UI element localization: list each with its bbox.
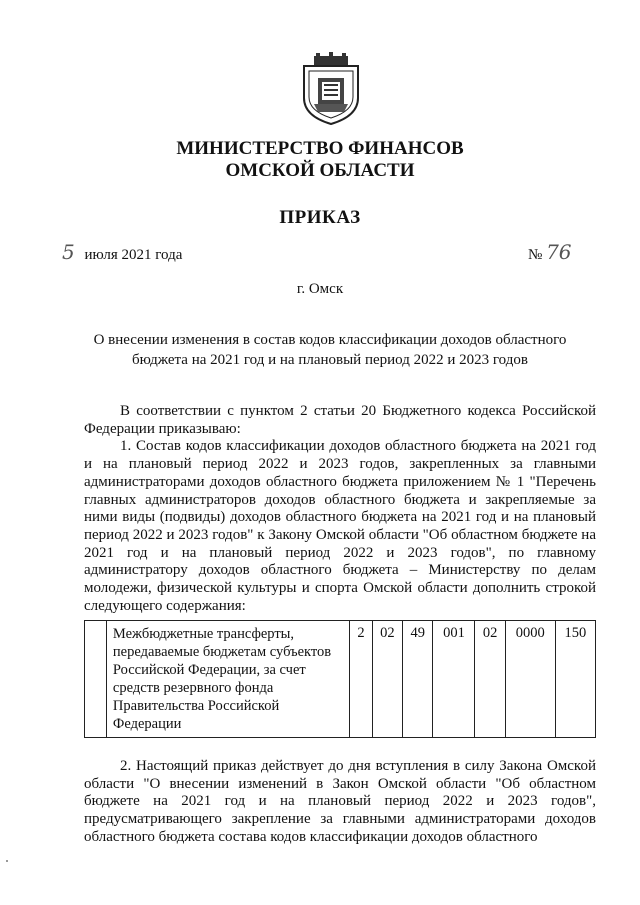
- scan-speck: [6, 860, 8, 862]
- date-text: июля 2021 года: [84, 247, 183, 263]
- cell-code-7: 150: [555, 621, 595, 738]
- intro-text: В соответствии с пунктом 2 статьи 20 Бюджетного кодекса Российской Федерации приказываю:: [84, 403, 596, 437]
- item1-text: 1. Состав кодов классификации доходов областного бюджета на 2021 год и на плановый период 2022 и 2023 годов, закрепленных за главными администраторами доходов областного бюджета приложением № 1 "Перечень главных администраторов доходов областного бюджета и закрепляемые за ними виды (подвиды) доходов областного бюджета на 2021 год и на плановый период 2022 и 2023 годов" к Закону Омской области "Об областном бюджете на 2021 год и на плановый период 2022 и 2023 годов", по главному администратору доходов областного бюджета – Министерству по делам молодежи, физической культуры и спорта Омской области дополнить строкой следующего содержания:: [84, 438, 596, 614]
- cell-code-5: 02: [475, 621, 505, 738]
- city-name: г. Омск: [296, 281, 344, 297]
- document-number: [528, 240, 578, 264]
- table-row: [85, 621, 596, 738]
- cell-code-6: 0000: [505, 621, 555, 738]
- cell-index: [85, 621, 107, 738]
- cell-code-3: 49: [403, 621, 433, 738]
- ministry-name-line1: МИНИСТЕРСТВО ФИНАНСОВ: [176, 138, 464, 159]
- cell-code-4: 001: [433, 621, 475, 738]
- ministry-name-line2: ОМСКОЙ ОБЛАСТИ: [225, 160, 415, 181]
- cell-code-2: 02: [372, 621, 402, 738]
- item2-text: 2. Настоящий приказ действует до дня вступления в силу Закона Омской области "О внесении изменений в Закон Омской области "Об областном бюджете на 2021 год и на плановый период 2022 и 2023 годов", предусматривающего закрепление за главными администраторами доходов областного бюджета состава кодов классификации доходов областного: [84, 758, 596, 845]
- omsk-coat-of-arms-icon: [300, 52, 362, 126]
- body-paragraph-2: [84, 758, 596, 847]
- body-paragraph-1: [84, 403, 596, 615]
- number-label: №: [528, 247, 543, 263]
- classification-codes-table: [84, 620, 596, 738]
- document-subject: О внесении изменения в состав кодов классификации доходов областного бюджета на 2021 год и на плановый период 2022 и 2023 годов: [93, 332, 567, 368]
- document-date: [62, 240, 182, 264]
- document-type-title: ПРИКАЗ: [279, 207, 361, 228]
- cell-code-1: 2: [350, 621, 372, 738]
- cell-income-name: Межбюджетные трансферты, передаваемые бюджетам субъектов Российской Федерации, за счет средств резервного фонда Правительства Российской Федерации: [106, 621, 349, 738]
- handwritten-day: 5: [62, 240, 75, 264]
- handwritten-number: 76: [546, 240, 572, 264]
